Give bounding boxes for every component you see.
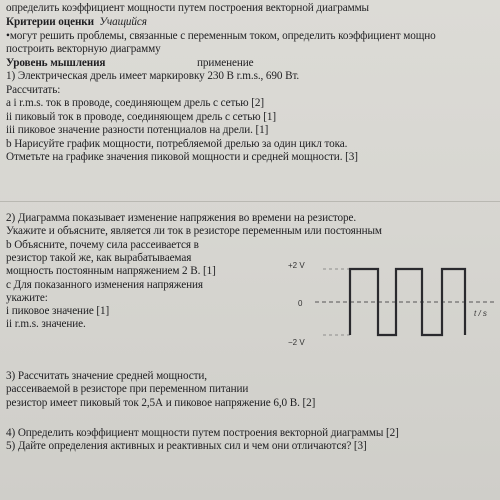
- graph-y-bottom-label: −2 V: [288, 338, 305, 347]
- level-label: Уровень мышления: [6, 57, 106, 69]
- task1-line-6: b Нарисуйте график мощности, потребляемой дрелью за один цикл тока.: [6, 138, 348, 150]
- task2-line-2: Укажите и объясните, является ли ток в резисторе переменным или постоянным: [6, 225, 382, 237]
- task1-line-4: ii пиковый ток в проводе, соединяющем дрель с сетью [1]: [6, 111, 276, 123]
- task2-line-9: ii r.m.s. значение.: [6, 318, 86, 330]
- task2-line-8: i пиковое значение [1]: [6, 305, 110, 317]
- graph-x-label: t / s: [474, 309, 487, 318]
- task1-line-3: a i r.m.s. ток в проводе, соединяющем дрель с сетью [2]: [6, 97, 264, 109]
- task3-line-1: 3) Рассчитать значение средней мощности,: [6, 370, 207, 382]
- bullet-line-2: построить векторную диаграмму: [6, 43, 161, 55]
- task2-line-1: 2) Диаграмма показывает изменение напряжения во времени на резисторе.: [6, 212, 357, 224]
- task4-line: 4) Определить коэффициент мощности путем построения векторной диаграммы [2]: [6, 427, 399, 439]
- task1-line-7: Отметьте на графике значения пиковой мощности и средней мощности. [3]: [6, 151, 358, 163]
- task2-line-3: b Объясните, почему сила рассеивается в: [6, 239, 199, 251]
- section-divider: [0, 201, 500, 202]
- task2-line-7: укажите:: [6, 292, 48, 304]
- task3-line-2: рассеиваемой в резисторе при переменном питании: [6, 383, 249, 395]
- bullet-line-1: •могут решить проблемы, связанные с переменным током, определить коэффициент мощно: [6, 30, 436, 42]
- task1-line-1: 1) Электрическая дрель имеет маркировку 230 В r.m.s., 690 Вт.: [6, 70, 300, 82]
- task1-line-5: iii пиковое значение разности потенциалов на дрели. [1]: [6, 124, 269, 136]
- top-line: определить коэффициент мощности путем построения векторной диаграммы: [6, 2, 369, 14]
- task5-line: 5) Дайте определения активных и реактивных сил и чем они отличаются? [3]: [6, 440, 367, 452]
- task1-line-2: Рассчитать:: [6, 84, 61, 96]
- graph-y-top-label: +2 V: [288, 261, 305, 270]
- voltage-square-wave-graph: [305, 264, 495, 344]
- level-value: применение: [197, 57, 254, 69]
- criteria-label: Критерии оценки: [6, 16, 94, 28]
- task2-line-4: резистор такой же, как вырабатываемая: [6, 252, 192, 264]
- graph-y-zero-label: 0: [298, 299, 303, 308]
- task2-line-6: c Для показанного изменения напряжения: [6, 279, 203, 291]
- criteria-role: Учащийся: [99, 16, 147, 28]
- task3-line-3: резистор имеет пиковый ток 2,5А и пиковое напряжение 6,0 В. [2]: [6, 397, 316, 409]
- task2-line-5: мощность постоянным напряжением 2 В. [1]: [6, 265, 216, 277]
- criteria-line: [6, 16, 147, 29]
